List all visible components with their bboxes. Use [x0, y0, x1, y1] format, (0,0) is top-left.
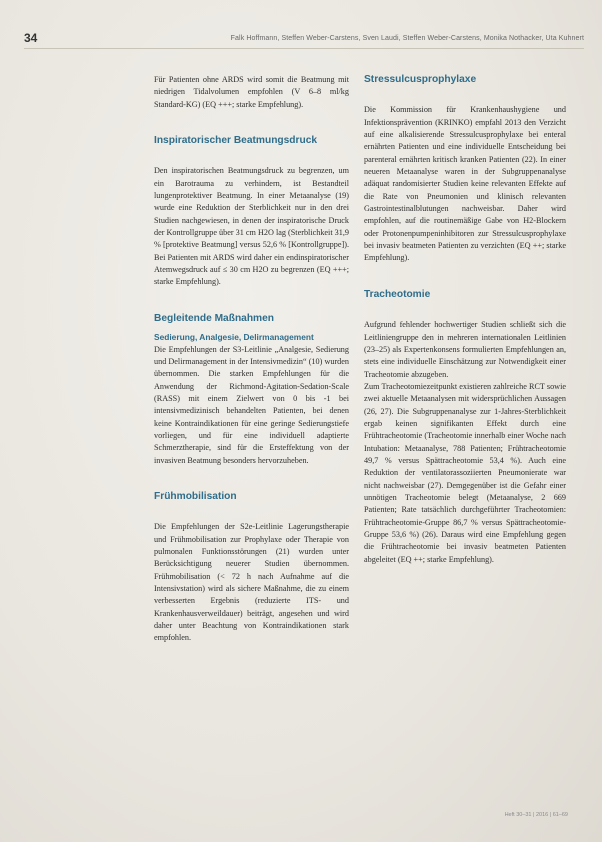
paragraph-tracheotomy-timing: Zum Tracheotomiezeitpunkt existieren zahlreiche RCT sowie zwei aktuelle Metaanalysen mit widersprüchlichen Aussagen (26, 27). Die Subgruppenanalyse zur 1-Jahres-Sterblichkeit ergab keinen signifikanten Effekt durch eine Frühtracheotomie (Tracheotomie innerhalb einer Woche nach Intubation: Metaanalyse, 788 Patienten; Frühtracheotomie 49,7 % versus Spättracheotomie 53,4 %). Auch eine Reduktion der ventilatorassoziierten Pneumonierate war nicht nachweisbar (27). Demgegenüber ist die Gefahr einer unnötigen Tracheotomie belegt (Metaanalyse, 2 669 Patienten; Rate tatsächlich durchgeführter Tracheotomien: Frühtracheotomie-Gruppe 86,7 % versus Spättracheotomie-Gruppe 53,6 %) (26). Daraus wird eine Empfehlung gegen die Frühtracheotomie bei invasiv beatmeten Patienten abgeleitet (EQ ++; starke Empfehlung).: [364, 381, 566, 564]
heading-inspiratory-pressure: Inspiratorischer Beatmungsdruck: [154, 135, 318, 147]
paragraph-stress-ulcer: Die Kommission für Krankenhaushygiene und Infektionsprävention (KRINKO) empfahl 2013 den Verzicht auf eine alkalisierende Stressulcusprophylaxe bei enteral ernährten Patienten und eine individuelle Entscheidung bei parenteral ernährten kritisch kranken Patienten (22). In einer neueren Metaanalyse waren in der Subgruppenanalyse adäquat randomisierter Studien keine relevanten Effekte auf die Rate von Pneumonien und klinisch relevanten Gastrointestinalblutungen nachweisbar. Daher wird empfohlen, auf die routinemäßige Gabe von H2-Blockern oder Protonenpumpeninhibitoren zur Stressulcusprophylaxe bei invasiv beatmeten Patienten zu verzichten (EQ ++; starke Empfehlung).: [364, 105, 566, 263]
intro-paragraph: Für Patienten ohne ARDS wird somit die Beatmung mit niedrigen Tidalvolumen empfohlen (V 6–8 ml/kg Standard-KG) (EQ +++; starke Empfehlung).: [154, 75, 349, 109]
heading-tracheotomy: Tracheotomie: [364, 288, 431, 300]
right-column: [364, 74, 566, 566]
left-column: [154, 74, 349, 645]
running-header: [24, 28, 584, 49]
page-number: 34: [24, 31, 38, 45]
paragraph-early-mobilisation: Die Empfehlungen der S2e-Leitlinie Lagerungstherapie und Frühmobilisation zur Prophylaxe oder Therapie von pulmonalen Funktionsstörungen (21) wurden unter Berücksichtigung neuerer Studien übernommen. Frühmobilisation (< 72 h nach Aufnahme auf die Intensivstation) wird als sichere Maßnahme, die zu einem verbesserten Ergebnis (reduzierte ITS- und Krankenhausverweildauer) beiträgt, angesehen und wird daher unter Beachtung von Kontraindikationen stark empfohlen.: [154, 522, 349, 643]
paragraph-tracheotomy-intro: Aufgrund fehlender hochwertiger Studien schließt sich die Leitliniengruppe den in mehreren internationalen Leitlinien (23–25) als Expertenkonsens formulierten Empfehlungen an, stets eine individuelle Einschätzung zur Notwendigkeit einer Tracheotomie abzugeben.: [364, 320, 566, 379]
heading-stress-ulcer: Stressulcusprophylaxe: [364, 74, 477, 85]
running-authors: Falk Hoffmann, Steffen Weber-Carstens, Sven Laudi, Steffen Weber-Carstens, Monika Nothacker, Uta Kuhnert: [230, 34, 584, 42]
subheading-sedation: Sedierung, Analgesie, Delirmanagement: [154, 332, 314, 343]
footer-citation: Heft 30–31 | 2016 | 61–69: [504, 812, 568, 818]
heading-accompanying-measures: Begleitende Maßnahmen: [154, 312, 275, 324]
heading-early-mobilisation: Frühmobilisation: [154, 490, 237, 502]
paragraph-inspiratory-pressure: Den inspiratorischen Beatmungsdruck zu begrenzen, um ein Barotrauma zu verhindern, ist Bestandteil lungenprotektiver Beatmung. In einer Metaanalyse (19) wurde eine Reduktion der Sterblichkeit nur in den drei Studien nachgewiesen, in denen der inspiratorische Druck der Kontrollgruppe über 31 cm H2O lag (Sterblichkeit 31,9 % [protektive Beatmung] versus 52,6 % [Kontrollgruppe]). Bei Patienten mit ARDS wird daher ein endinspiratorischer Atemwegsdruck auf ≤ 30 cm H2O zu begrenzen (EQ +++; starke Empfehlung).: [154, 166, 349, 287]
paragraph-sedation: Die Empfehlungen der S3-Leitlinie „Analgesie, Sedierung und Delirmanagement in der Intensivmedizin“ (10) wurden übernommen. Die starken Empfehlungen für die Anwendung der Richmond-Agitation-Sedation-Scale (RASS) mit einem Zielwert von 0 bis -1 bei intensivmedizinisch behandelten Patienten, bei denen keine Kontraindikationen für eine geringe Sedierungstiefe vorliegen, und für eine individuell adaptierte Schmerztherapie, sind für die Ersteffektung von der invasiven Beatmung besonders hervorzuheben.: [154, 344, 349, 465]
